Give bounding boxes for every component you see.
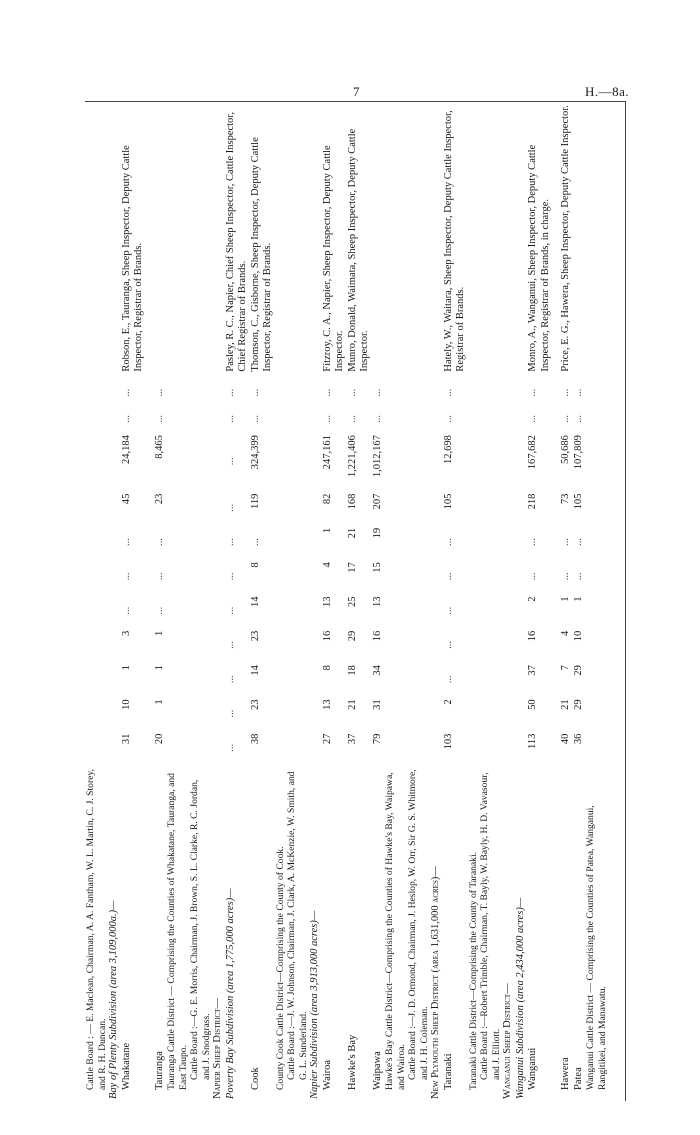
cell: 1: [120, 665, 132, 671]
cell: 4: [560, 630, 571, 637]
cell: ...: [572, 415, 584, 423]
cell: 1: [153, 665, 165, 671]
cell: ...: [346, 415, 358, 423]
cell: ...: [560, 538, 571, 546]
cell: 1: [321, 527, 333, 534]
cell: ...: [560, 388, 571, 397]
cattle-board-cook: Cattle Board :—J. W. Johnson, Chairman, J. Clark, A. McKenzie, W. Smith, and G. L. Sunderland.: [286, 771, 309, 1080]
table-row: [154, 102, 167, 1102]
cattle-district-hawkes-bay: Hawke's Bay Cattle District—Comprising the Counties of Hawke's Bay, Waipawa, and Wairoa.: [384, 772, 407, 1090]
cattle-board-tauranga: Cattle Board :—G. E. Morris, Chairman, J. Brown, S. L. Clarke, R. C. Jordan, and J. Snodgrass.: [189, 779, 212, 1080]
cell: 23: [249, 630, 261, 642]
table-row: [225, 102, 250, 1102]
cell: 8: [249, 562, 261, 568]
cell: 16: [371, 630, 383, 642]
cell: ...: [249, 415, 261, 423]
cell: 20: [153, 733, 165, 745]
cell: 21: [560, 699, 571, 710]
county-name: Hawke's Bay: [346, 1034, 358, 1090]
cell: ...: [560, 415, 571, 423]
cell: ...: [153, 388, 165, 397]
county-name: Patea: [572, 1067, 584, 1090]
cattle-board-bop: Cattle Board : — E. Maclean, Chairman, A. A. Fantham, W. L. Martin, C. J. Storey, and R. H. Duncan.: [85, 769, 108, 1090]
cell: ...: [560, 572, 571, 581]
cell: 16: [527, 630, 538, 642]
cell: 16: [321, 630, 333, 642]
cell: ...: [224, 743, 236, 752]
cell: 36: [572, 733, 584, 745]
cell: ...: [224, 415, 236, 423]
cell: ...: [572, 572, 584, 581]
cell: ...: [153, 572, 165, 581]
cell: 105: [572, 493, 584, 510]
cell: 3: [120, 630, 132, 637]
county-name: Whakatane: [120, 1042, 132, 1090]
cell: 21: [346, 699, 358, 710]
cell: 14: [249, 596, 261, 607]
county-name: Wanganui: [527, 1047, 538, 1090]
cell: 27: [321, 733, 333, 745]
inspector-cell: Pasley, R. C., Napier, Chief Sheep Inspector, Cattle Inspector, Chief Registrar of Brands.: [224, 111, 248, 372]
cell: ...: [442, 538, 454, 546]
table-row: [108, 102, 121, 1102]
table-row: [479, 102, 502, 1102]
document-reference: H.—8a.: [585, 84, 630, 99]
cell: 19: [371, 527, 383, 539]
cell: 31: [120, 733, 132, 745]
cell: ...: [120, 606, 132, 615]
cell: 13: [371, 596, 383, 607]
cell: ...: [224, 388, 236, 397]
table-row: [573, 102, 586, 1102]
cell: ...: [527, 415, 538, 423]
cell: ...: [224, 503, 236, 512]
table-row: [166, 102, 189, 1102]
cell: 14: [249, 665, 261, 676]
cell: ...: [120, 415, 132, 423]
cell: ...: [371, 388, 383, 397]
table-row: [309, 102, 322, 1102]
cell: 23: [249, 699, 261, 710]
cell: ...: [120, 538, 132, 546]
table-row: [347, 102, 372, 1102]
cell: 13: [321, 596, 333, 607]
cell: ...: [153, 415, 165, 423]
right-rule: [625, 101, 626, 1101]
cell: 82: [321, 493, 333, 505]
cattle-district-tauranga: Tauranga Cattle District — Comprising the Counties of Whakatane, Tauranga, and East Taupo.: [166, 773, 189, 1090]
cell: 4: [321, 562, 333, 568]
rotated-table-wrapper: [85, 102, 625, 1102]
cell: 8,465: [153, 435, 165, 459]
cell: 2: [442, 699, 454, 705]
cell: 8: [321, 665, 333, 671]
cell: ...: [249, 388, 261, 397]
cattle-district-taranaki: Taranaki Cattle District—Comprising the County of Taranaki.: [467, 851, 479, 1090]
cell: ...: [442, 572, 454, 581]
cell: 1: [560, 596, 571, 602]
cell: 13: [321, 699, 333, 710]
cell: 167,682: [527, 435, 538, 470]
table-row: [430, 102, 443, 1102]
inspector-cell: Monro, A., Wanganui, Sheep Inspector, Deputy Cattle Inspector, Registrar of Brands, in charge.: [527, 144, 551, 372]
county-name: Waipawa: [371, 1051, 383, 1090]
cell: 113: [527, 733, 538, 750]
inspector-cell: Price, E. G., Hawera, Sheep Inspector, Deputy Cattle Inspector.: [560, 105, 571, 372]
cell: ...: [249, 538, 261, 546]
cell: 45: [120, 493, 132, 505]
cell: 247,161: [321, 435, 333, 470]
cell: ...: [442, 641, 454, 649]
table-row: [407, 102, 430, 1102]
subdivision-heading: Poverty Bay Subdivision (area 1,775,000 acres)—: [224, 888, 236, 1099]
table-row: [372, 102, 385, 1102]
cell: 24,184: [120, 435, 132, 464]
cell: 38: [249, 733, 261, 745]
cell: ...: [224, 457, 236, 466]
cell: 10: [572, 630, 584, 642]
table-row: [502, 102, 515, 1102]
cell: 168: [346, 493, 358, 510]
cell: ...: [224, 572, 236, 581]
cell: ...: [442, 675, 454, 684]
cell: 2: [527, 596, 538, 602]
cell: 17: [346, 562, 358, 573]
cell: 107,809: [572, 435, 584, 470]
cell: ...: [442, 388, 454, 397]
page-number: 7: [353, 84, 360, 99]
subdivision-heading: Bay of Plenty Subdivision (area 3,109,000a.)—: [108, 900, 119, 1099]
cell: ...: [527, 538, 538, 546]
cell: 119: [249, 493, 261, 509]
cell: 79: [371, 733, 383, 745]
county-name: Taranaki: [442, 1053, 454, 1090]
inspector-cell: Hately, W., Waitara, Sheep Inspector, Deputy Cattle Inspector, Registrar of Brands.: [442, 110, 466, 372]
sheep-returns-table: [85, 102, 608, 1102]
cell: ...: [224, 641, 236, 649]
inspector-cell: Munro, Donald, Waimata, Sheep Inspector, Deputy Cattle Inspector.: [346, 128, 370, 372]
county-name: Hawera: [560, 1057, 571, 1090]
cattle-district-wanganui: Wanganui Cattle District — Comprising the Counties of Patea, Wanganui, Rangitikei, and Manawatu.: [585, 805, 608, 1090]
inspector-cell: Thomson, C., Gisborne, Sheep Inspector, Deputy Cattle Inspector, Registrar of Brands.: [249, 137, 273, 372]
cell: 1: [153, 630, 165, 637]
cell: ...: [120, 572, 132, 581]
cell: 103: [442, 733, 454, 750]
cell: ...: [224, 606, 236, 615]
cell: ...: [346, 388, 358, 397]
county-name: Wairoa: [321, 1059, 333, 1090]
cell: 7: [560, 665, 571, 671]
cell: 34: [371, 665, 383, 676]
table-row: [560, 102, 573, 1102]
cell: 324,399: [249, 435, 261, 470]
cell: 37: [527, 665, 538, 676]
cell: ...: [572, 538, 584, 546]
cell: 105: [442, 493, 454, 510]
cell: 73: [560, 493, 571, 505]
sheep-district-heading: Napier Sheep District—: [212, 998, 223, 1099]
cell: ...: [224, 709, 236, 718]
county-name: Cook: [249, 1067, 261, 1090]
cattle-board-taranaki: Cattle Board :—Robert Trimble, Chairman, T. Bayly, W. Bayly, H. D. Vavasour, and J. Elliott.: [479, 772, 502, 1080]
table-row: [527, 102, 552, 1102]
table-row: [286, 102, 309, 1102]
sheep-district-heading: New Plymouth Sheep District (area 1,631,000 acres)—: [430, 866, 441, 1099]
cell: 15: [371, 562, 383, 573]
table-row: [212, 102, 225, 1102]
cell: 37: [346, 733, 358, 745]
table-row: [275, 102, 287, 1102]
cell: 18: [346, 665, 358, 676]
cell: 207: [371, 493, 383, 510]
cell: 23: [153, 493, 165, 505]
cell: 21: [346, 527, 358, 539]
inspector-cell: Robson, E., Tauranga, Sheep Inspector, Deputy Cattle Inspector, Registrar of Brands.: [120, 145, 144, 372]
cell: ...: [371, 415, 383, 423]
table-row: [85, 102, 108, 1102]
cell: ...: [442, 606, 454, 615]
cell: 50: [527, 699, 538, 710]
cell: ...: [527, 572, 538, 581]
subdivision-heading: Wanganui Subdivision (area 2,434,000 acres)—: [514, 897, 526, 1099]
cell: 29: [572, 665, 584, 676]
cell: ...: [321, 415, 333, 423]
table-row: [443, 102, 468, 1102]
cell: 40: [560, 733, 571, 745]
table-row: [121, 102, 146, 1102]
table-row: [468, 102, 480, 1102]
cell: 1,012,167: [371, 435, 383, 478]
table-row: [585, 102, 608, 1102]
cell: ...: [321, 388, 333, 397]
subdivision-heading: Napier Subdivision (area 3,913,000 acres)—: [309, 910, 320, 1099]
table-row: [250, 102, 275, 1102]
cell: 1,221,406: [346, 435, 358, 478]
cell: ...: [527, 388, 538, 397]
cattle-board-hawkes-bay: Cattle Board :—J. D. Ormond, Chairman, J. Heslop, W. Orr, Sir G. S. Whitmore, and J. H. Coleman.: [407, 769, 430, 1080]
table-row: [322, 102, 347, 1102]
cell: 12,698: [442, 435, 454, 464]
sheep-district-heading: Wanganui Sheep District—: [502, 983, 513, 1099]
cell: ...: [572, 388, 584, 397]
cell: 29: [346, 630, 358, 642]
table-row: [384, 102, 407, 1102]
cell: ...: [224, 675, 236, 684]
cell: ...: [153, 606, 165, 615]
cell: ...: [442, 415, 454, 423]
table-row: [515, 102, 528, 1102]
cell: 10: [120, 699, 132, 710]
cell: 25: [346, 596, 358, 607]
county-name: Tauranga: [153, 1051, 165, 1090]
cell: ...: [224, 538, 236, 546]
inspector-cell: Fitzroy, C. A., Napier, Sheep Inspector, Deputy Cattle Inspector.: [321, 145, 345, 372]
cell: 31: [371, 699, 383, 710]
cell: 1: [153, 699, 165, 705]
cell: 1: [572, 596, 584, 602]
cell: 218: [527, 493, 538, 510]
cell: 29: [572, 699, 584, 710]
cell: 50,686: [560, 435, 571, 464]
cattle-district-cook: County Cook Cattle District—Comprising the County of Cook.: [274, 846, 286, 1090]
cell: ...: [153, 538, 165, 546]
table-row: [189, 102, 212, 1102]
cell: ...: [120, 388, 132, 397]
